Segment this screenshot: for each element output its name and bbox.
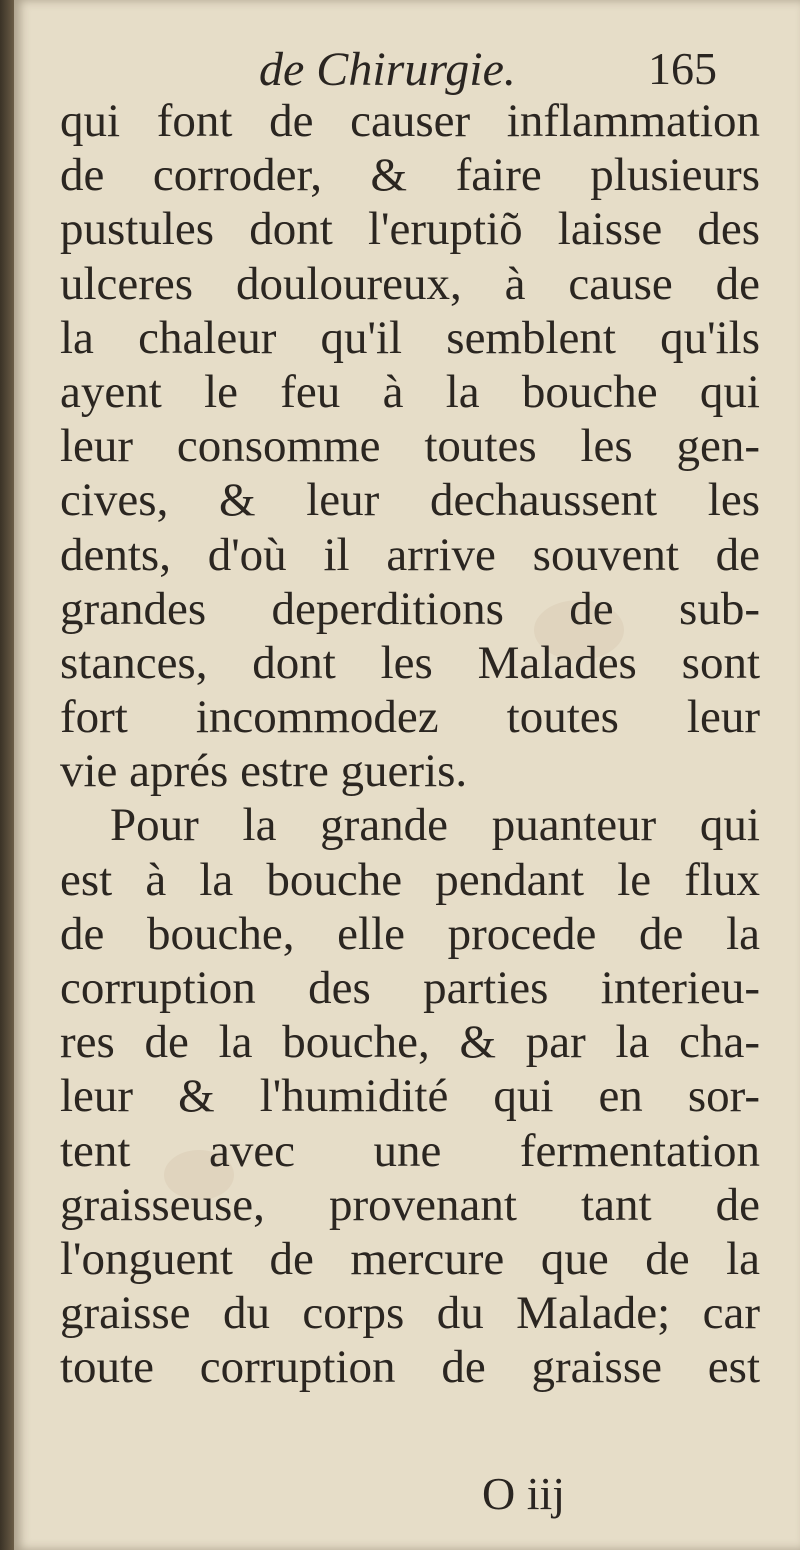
text-line: toute corruption de graisse est <box>60 1341 760 1394</box>
text-line: vie aprés estre gueris. <box>60 745 468 798</box>
text-line: dents, d'où il arrive souvent de <box>60 528 760 581</box>
text-line: qui font de causer inflammation <box>60 95 760 147</box>
running-header <box>14 38 800 98</box>
paragraph-first-line: Pour la grande puanteur qui <box>110 799 760 852</box>
text-line: ayent le feu à la bouche qui <box>60 365 760 418</box>
page-number: 165 <box>648 43 717 94</box>
text-line: l'onguent de mercure que de la <box>60 1232 760 1285</box>
binding-gutter <box>0 0 14 1550</box>
text-line: tent avec une fermentation <box>60 1124 760 1177</box>
text-line: ulceres douloureux, à cause de <box>60 257 760 310</box>
text-line: leur & l'humidité qui en sor- <box>60 1070 760 1123</box>
text-line: est à la bouche pendant le flux <box>60 853 760 906</box>
text-line: cives, & leur dechaussent les <box>60 474 760 527</box>
text-line: de corroder, & faire plusieurs <box>60 149 760 202</box>
book-page <box>14 0 800 1550</box>
text-line: res de la bouche, & par la cha- <box>60 1016 760 1069</box>
text-line: la chaleur qu'il semblent qu'ils <box>60 311 760 364</box>
text-line: de bouche, elle procede de la <box>60 907 760 960</box>
text-line: corruption des parties interieu- <box>60 962 760 1014</box>
text-line: stances, dont les Malades sont <box>60 636 760 689</box>
body-text <box>60 94 760 1395</box>
text-line: grandes deperditions de sub- <box>60 582 760 635</box>
text-line: pustules dont l'eruptiõ laisse des <box>60 203 760 256</box>
text-line: fort incommodez toutes leur <box>60 691 760 744</box>
signature-mark: O iij <box>482 1468 566 1519</box>
text-line: graisseuse, provenant tant de <box>60 1178 760 1231</box>
running-title: de Chirurgie. <box>259 43 516 96</box>
text-line: leur consomme toutes les gen- <box>60 420 760 473</box>
text-line: graisse du corps du Malade; car <box>60 1287 760 1340</box>
